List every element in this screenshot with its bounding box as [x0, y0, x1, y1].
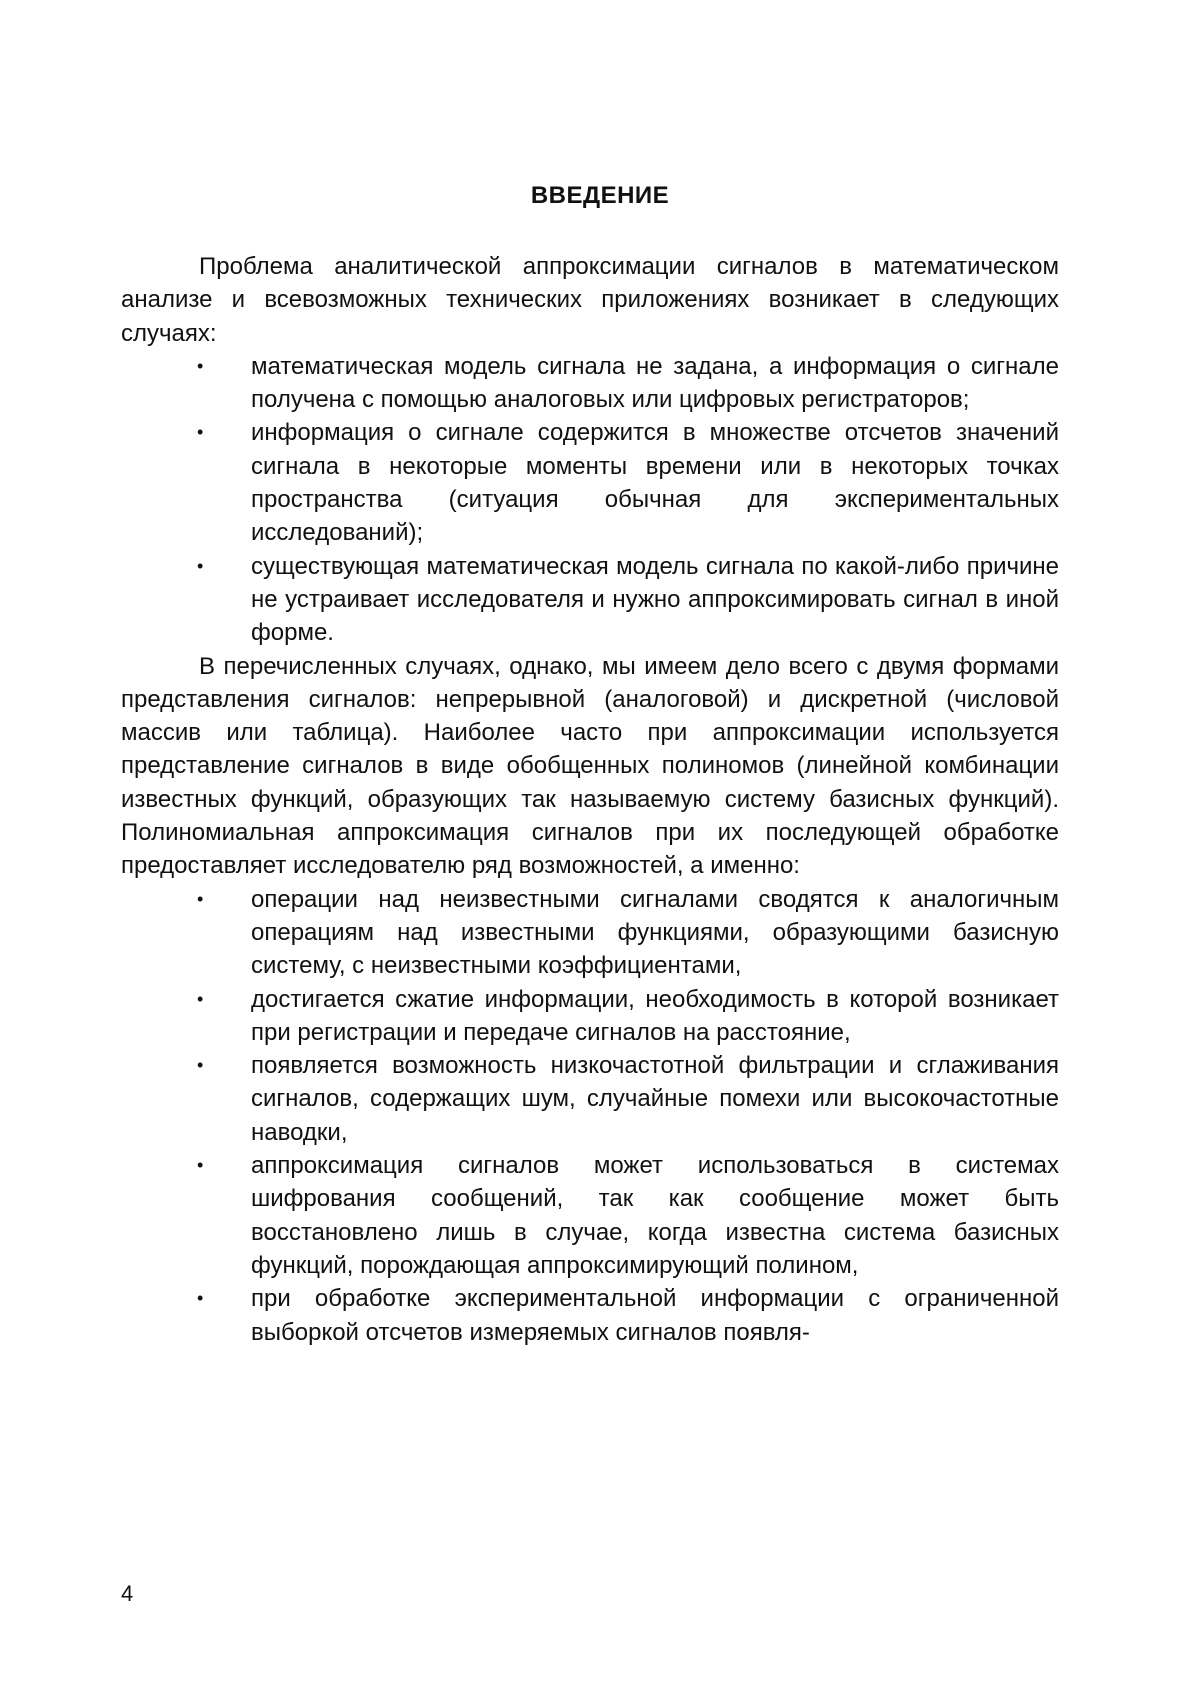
list-item-text: аппроксимация сигналов может использоваться в системах шифрования сообщений, так как сообщение может быть восстановлено лишь в случае, когда известна система базисных функций, порождающая аппроксимирующий полином,: [251, 1152, 1059, 1279]
second-paragraph: В перечисленных случаях, однако, мы имеем дело всего с двумя формами представления сигналов: непрерывной (аналоговой) и дискретной (числовой массив или таблица). Наиболее часто при аппроксимации используется представление сигналов в виде обобщенных полиномов (линейной комбинации известных функций, образующих так называемую систему базисных функций). Полиномиальная аппроксимация сигналов при их последующей обработке предоставляет исследователю ряд возможностей, а именно:: [121, 650, 1059, 883]
list-item-text: информация о сигнале содержится в множестве отсчетов значений сигнала в некоторые моменты времени или в некоторых точках пространства (ситуация обычная для экспериментальных исследований);: [251, 419, 1059, 546]
bullet-icon: •: [197, 416, 203, 449]
list-item: [251, 1282, 1059, 1349]
bullet-icon: •: [197, 983, 203, 1016]
list-item-text: появляется возможность низкочастотной фильтрации и сглаживания сигналов, содержащих шум, случайные помехи или высокочастотные наводки,: [251, 1052, 1059, 1146]
list-item: [251, 983, 1059, 1050]
document-page: [0, 0, 1200, 1700]
list-item-text: при обработке экспериментальной информации с ограниченной выборкой отсчетов измеряемых сигналов появля-: [251, 1285, 1059, 1345]
list-item-text: существующая математическая модель сигнала по какой-либо причине не устраивает исследователя и нужно аппроксимировать сигнал в иной форме.: [251, 553, 1059, 647]
list-item: [251, 1049, 1059, 1149]
bullet-icon: •: [197, 1282, 203, 1315]
cases-list: [121, 350, 1059, 650]
list-item: [251, 416, 1059, 549]
list-item: [251, 1149, 1059, 1282]
bullet-icon: •: [197, 350, 203, 383]
body-text: [121, 250, 1059, 1349]
page-title: ВВЕДЕНИЕ: [0, 180, 1200, 212]
bullet-icon: •: [197, 1049, 203, 1082]
list-item: [251, 350, 1059, 417]
list-item-text: математическая модель сигнала не задана, а информация о сигнале получена с помощью аналоговых или цифровых регистраторов;: [251, 353, 1059, 413]
page-number: 4: [121, 1580, 133, 1608]
list-item: [251, 883, 1059, 983]
possibilities-list: [121, 883, 1059, 1349]
list-item-text: достигается сжатие информации, необходимость в которой возникает при регистрации и передаче сигналов на расстояние,: [251, 986, 1059, 1046]
bullet-icon: •: [197, 883, 203, 916]
list-item: [251, 550, 1059, 650]
intro-paragraph: Проблема аналитической аппроксимации сигналов в математическом анализе и всевозможных технических приложениях возникает в следующих случаях:: [121, 250, 1059, 350]
bullet-icon: •: [197, 550, 203, 583]
list-item-text: операции над неизвестными сигналами сводятся к аналогичным операциям над известными функциями, образующими базисную систему, с неизвестными коэффициентами,: [251, 886, 1059, 980]
bullet-icon: •: [197, 1149, 203, 1182]
